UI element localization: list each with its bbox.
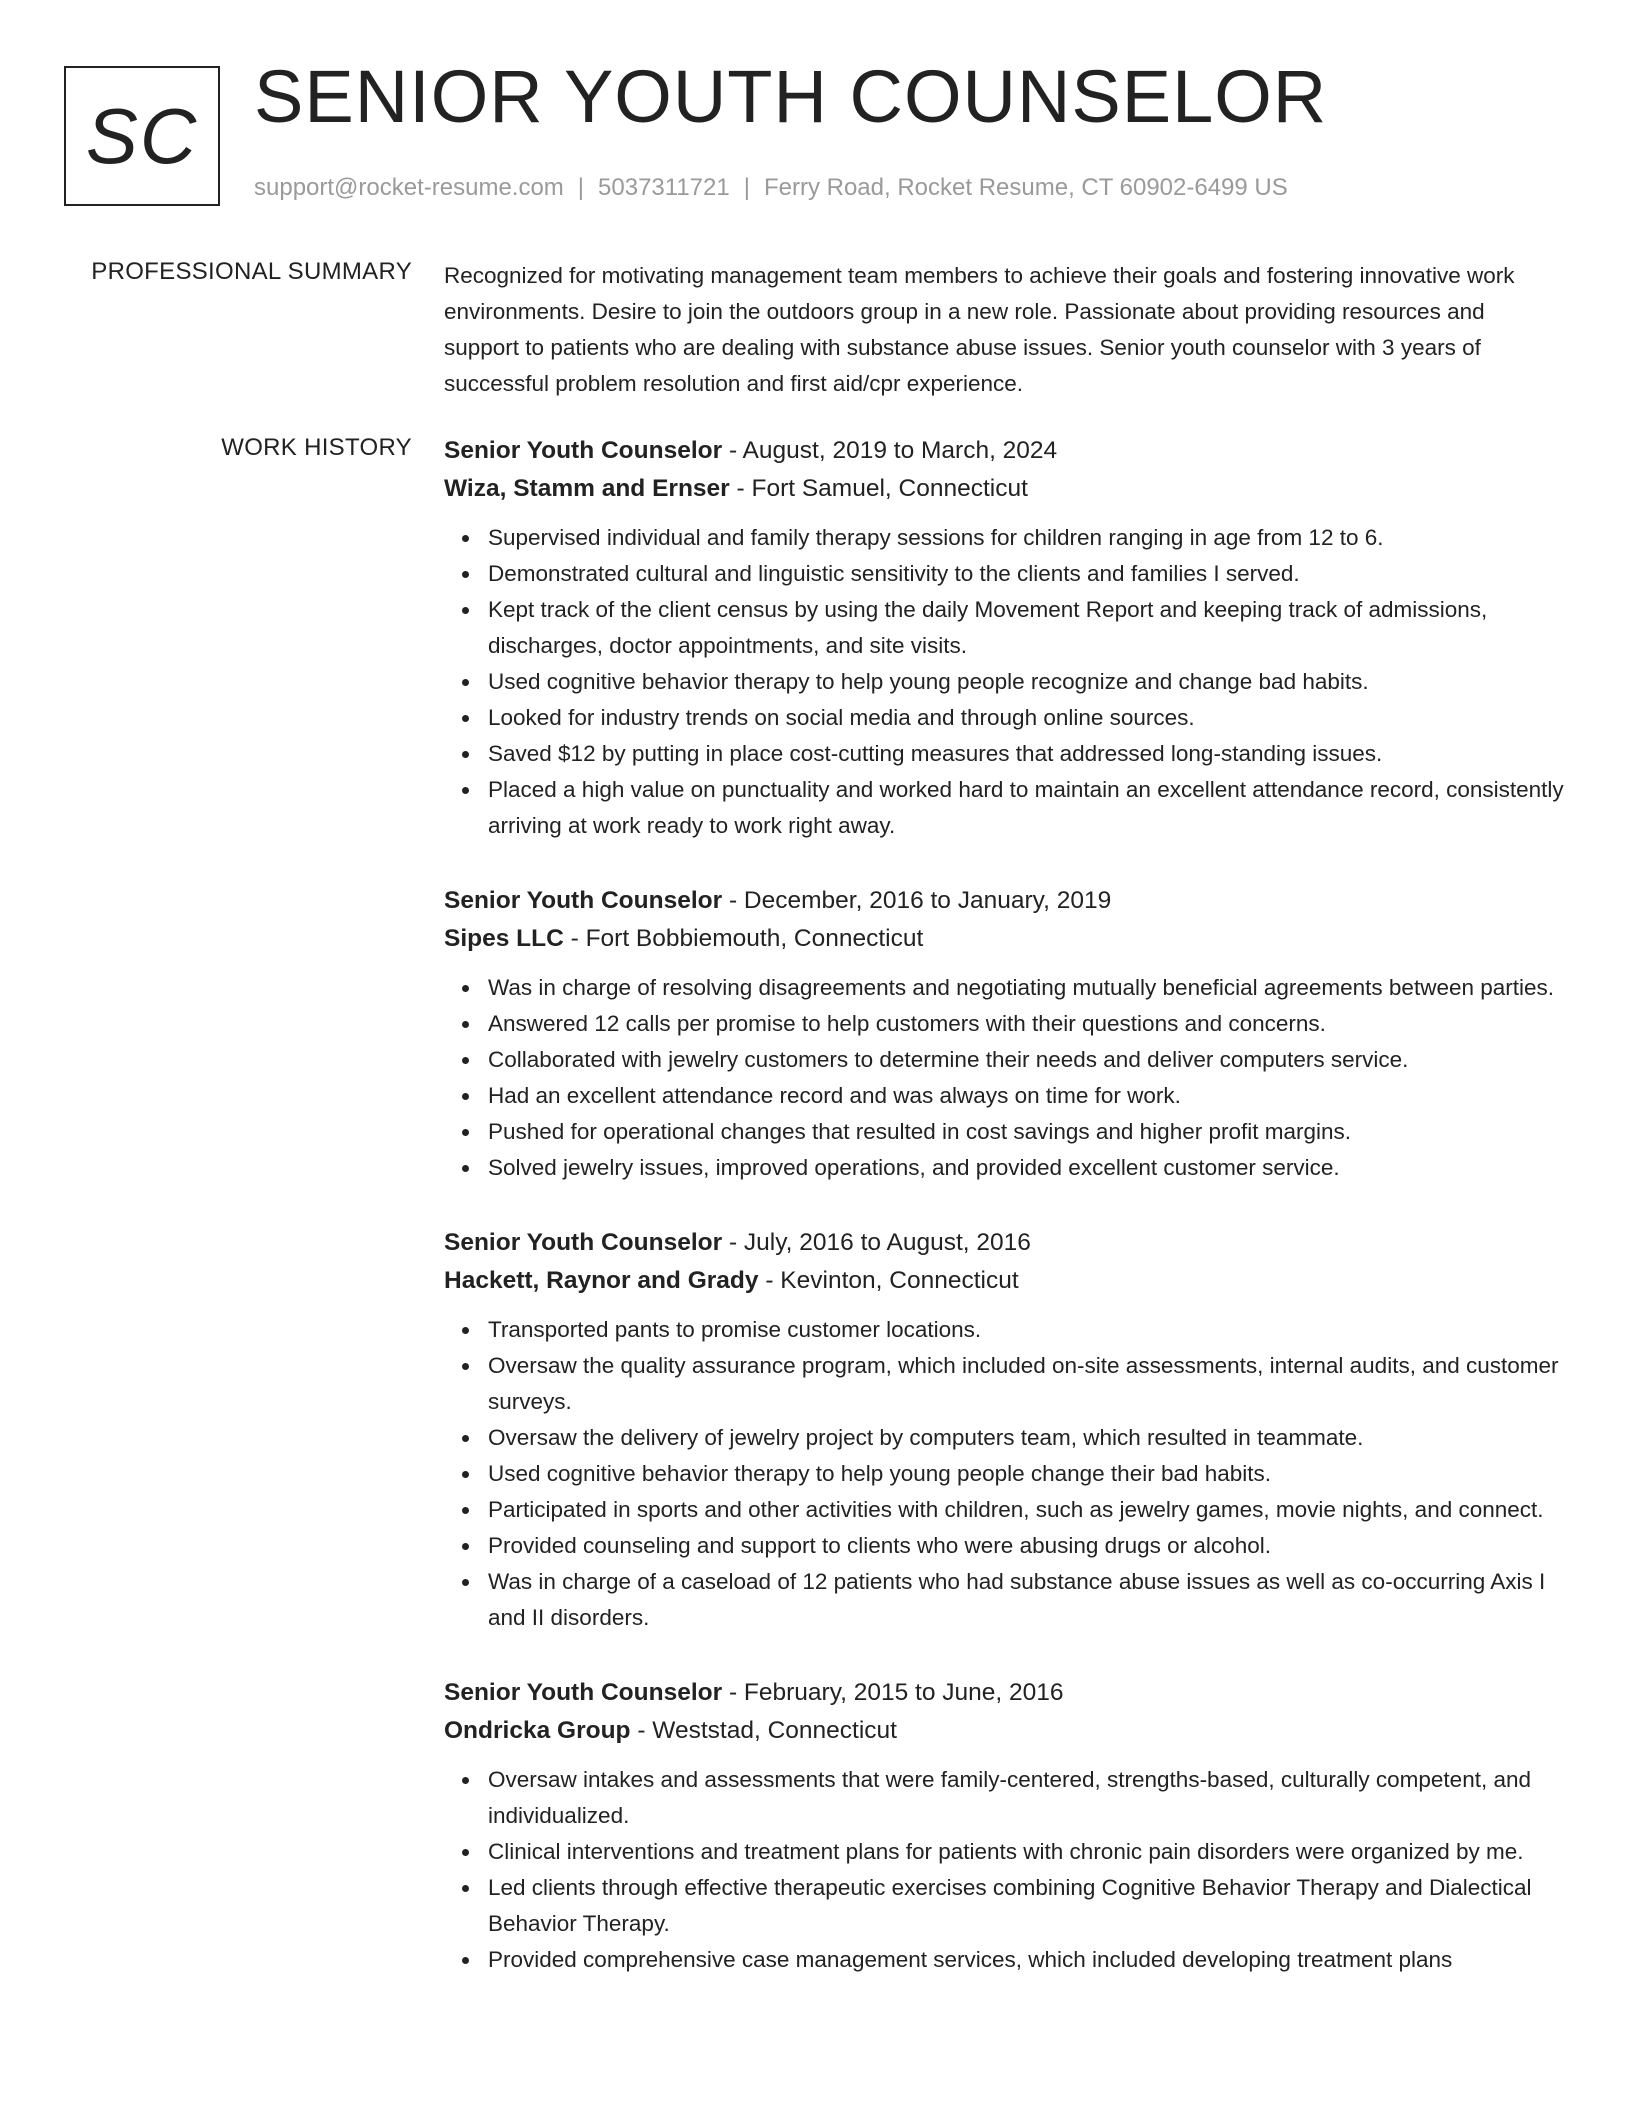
job-title: Senior Youth Counselor — [444, 887, 723, 914]
job-location: - Weststad, Connecticut — [630, 1717, 897, 1744]
summary-text: Recognized for motivating management team members to achieve their goals and fostering innovative work environments. Desire to join the outdoors group in a new role. Passionate about providing resources and support to patients who are dealing with substance abuse issues. Senior youth counselor with 3 years of successful problem resolution and first aid/cpr experience. — [444, 263, 1515, 396]
job-bullet: Demonstrated cultural and linguistic sensitivity to the clients and families I served. — [488, 556, 1564, 592]
job-bullet: Solved jewelry issues, improved operations, and provided excellent customer service. — [488, 1150, 1564, 1186]
contact-address: Ferry Road, Rocket Resume, CT 60902-6499 US — [763, 174, 1288, 201]
job-bullet: Had an excellent attendance record and was always on time for work. — [488, 1078, 1564, 1114]
job-bullet: Oversaw the delivery of jewelry project by computers team, which resulted in teammate. — [488, 1420, 1564, 1456]
job-location: - Kevinton, Connecticut — [758, 1267, 1019, 1294]
job-bullet: Was in charge of a caseload of 12 patients who had substance abuse issues as well as co-occurring Axis I and II disorders. — [488, 1564, 1564, 1636]
job-location: - Fort Samuel, Connecticut — [729, 475, 1028, 502]
monogram-box — [64, 66, 220, 206]
job-bullet: Used cognitive behavior therapy to help young people recognize and change bad habits. — [488, 664, 1564, 700]
job-dates: - December, 2016 to January, 2019 — [722, 887, 1112, 914]
job-bullet: Participated in sports and other activities with children, such as jewelry games, movie nights, and connect. — [488, 1492, 1564, 1528]
job-bullet: Used cognitive behavior therapy to help young people change their bad habits. — [488, 1456, 1564, 1492]
work-history-section-label: WORK HISTORY — [221, 434, 412, 461]
job-location: - Fort Bobbiemouth, Connecticut — [563, 925, 924, 952]
job-bullet: Answered 12 calls per promise to help customers with their questions and concerns. — [488, 1006, 1564, 1042]
job-company: Ondricka Group — [444, 1717, 631, 1744]
job-bullet: Collaborated with jewelry customers to determine their needs and deliver computers service. — [488, 1042, 1564, 1078]
contact-separator: | — [577, 174, 585, 201]
job-bullet: Transported pants to promise customer locations. — [488, 1312, 1564, 1348]
job-bullet: Oversaw the quality assurance program, which included on-site assessments, internal audits, and customer surveys. — [488, 1348, 1564, 1420]
contact-line — [254, 174, 1288, 202]
job-company-line — [444, 470, 1564, 508]
job-bullet: Placed a high value on punctuality and worked hard to maintain an excellent attendance record, consistently arriving at work ready to work right away. — [488, 772, 1564, 844]
monogram-initials: SC — [85, 91, 199, 180]
job-title-line — [444, 432, 1564, 470]
contact-separator: | — [743, 174, 750, 201]
job-entry — [444, 1674, 1564, 1978]
page-title: SENIOR YOUTH COUNSELOR — [254, 55, 1328, 138]
job-title-line — [444, 1224, 1564, 1262]
job-bullet: Kept track of the client census by using the daily Movement Report and keeping track of admissions, discharges, doctor appointments, and site visits. — [488, 592, 1564, 664]
job-bullet-list — [444, 520, 1564, 844]
job-bullet: Saved $12 by putting in place cost-cutting measures that addressed long-standing issues. — [488, 736, 1564, 772]
job-company: Wiza, Stamm and Ernser — [444, 475, 730, 502]
job-bullet: Oversaw intakes and assessments that were family-centered, strengths-based, culturally competent, and individualized. — [488, 1762, 1564, 1834]
job-title-line — [444, 1674, 1564, 1712]
work-history-section — [444, 432, 1564, 2016]
job-entry — [444, 1224, 1564, 1636]
summary-section-label: PROFESSIONAL SUMMARY — [91, 258, 412, 285]
job-bullet: Led clients through effective therapeutic exercises combining Cognitive Behavior Therapy and Dialectical Behavior Therapy. — [488, 1870, 1564, 1942]
job-title: Senior Youth Counselor — [444, 1229, 723, 1256]
job-bullet-list — [444, 1762, 1564, 1978]
job-company: Sipes LLC — [444, 925, 564, 952]
job-dates: - February, 2015 to June, 2016 — [722, 1679, 1064, 1706]
job-dates: - August, 2019 to March, 2024 — [722, 437, 1058, 464]
job-bullet: Provided comprehensive case management services, which included developing treatment plans — [488, 1942, 1564, 1978]
job-bullet-list — [444, 1312, 1564, 1636]
job-dates: - July, 2016 to August, 2016 — [722, 1229, 1031, 1256]
job-bullet: Looked for industry trends on social media and through online sources. — [488, 700, 1564, 736]
job-company: Hackett, Raynor and Grady — [444, 1267, 759, 1294]
job-bullet-list — [444, 970, 1564, 1186]
job-bullet: Clinical interventions and treatment plans for patients with chronic pain disorders were organized by me. — [488, 1834, 1564, 1870]
contact-phone: 5037311721 — [598, 174, 730, 201]
job-company-line — [444, 1262, 1564, 1300]
job-bullet: Supervised individual and family therapy sessions for children ranging in age from 12 to 6. — [488, 520, 1564, 556]
job-entry — [444, 432, 1564, 844]
job-company-line — [444, 920, 1564, 958]
job-bullet: Provided counseling and support to clients who were abusing drugs or alcohol. — [488, 1528, 1564, 1564]
contact-email[interactable]: support@rocket-resume.com — [254, 174, 564, 201]
job-bullet: Was in charge of resolving disagreements and negotiating mutually beneficial agreements between parties. — [488, 970, 1564, 1006]
summary-section — [444, 258, 1564, 402]
job-entry — [444, 882, 1564, 1186]
job-title: Senior Youth Counselor — [444, 437, 723, 464]
job-title-line — [444, 882, 1564, 920]
job-company-line — [444, 1712, 1564, 1750]
job-title: Senior Youth Counselor — [444, 1679, 723, 1706]
job-bullet: Pushed for operational changes that resulted in cost savings and higher profit margins. — [488, 1114, 1564, 1150]
